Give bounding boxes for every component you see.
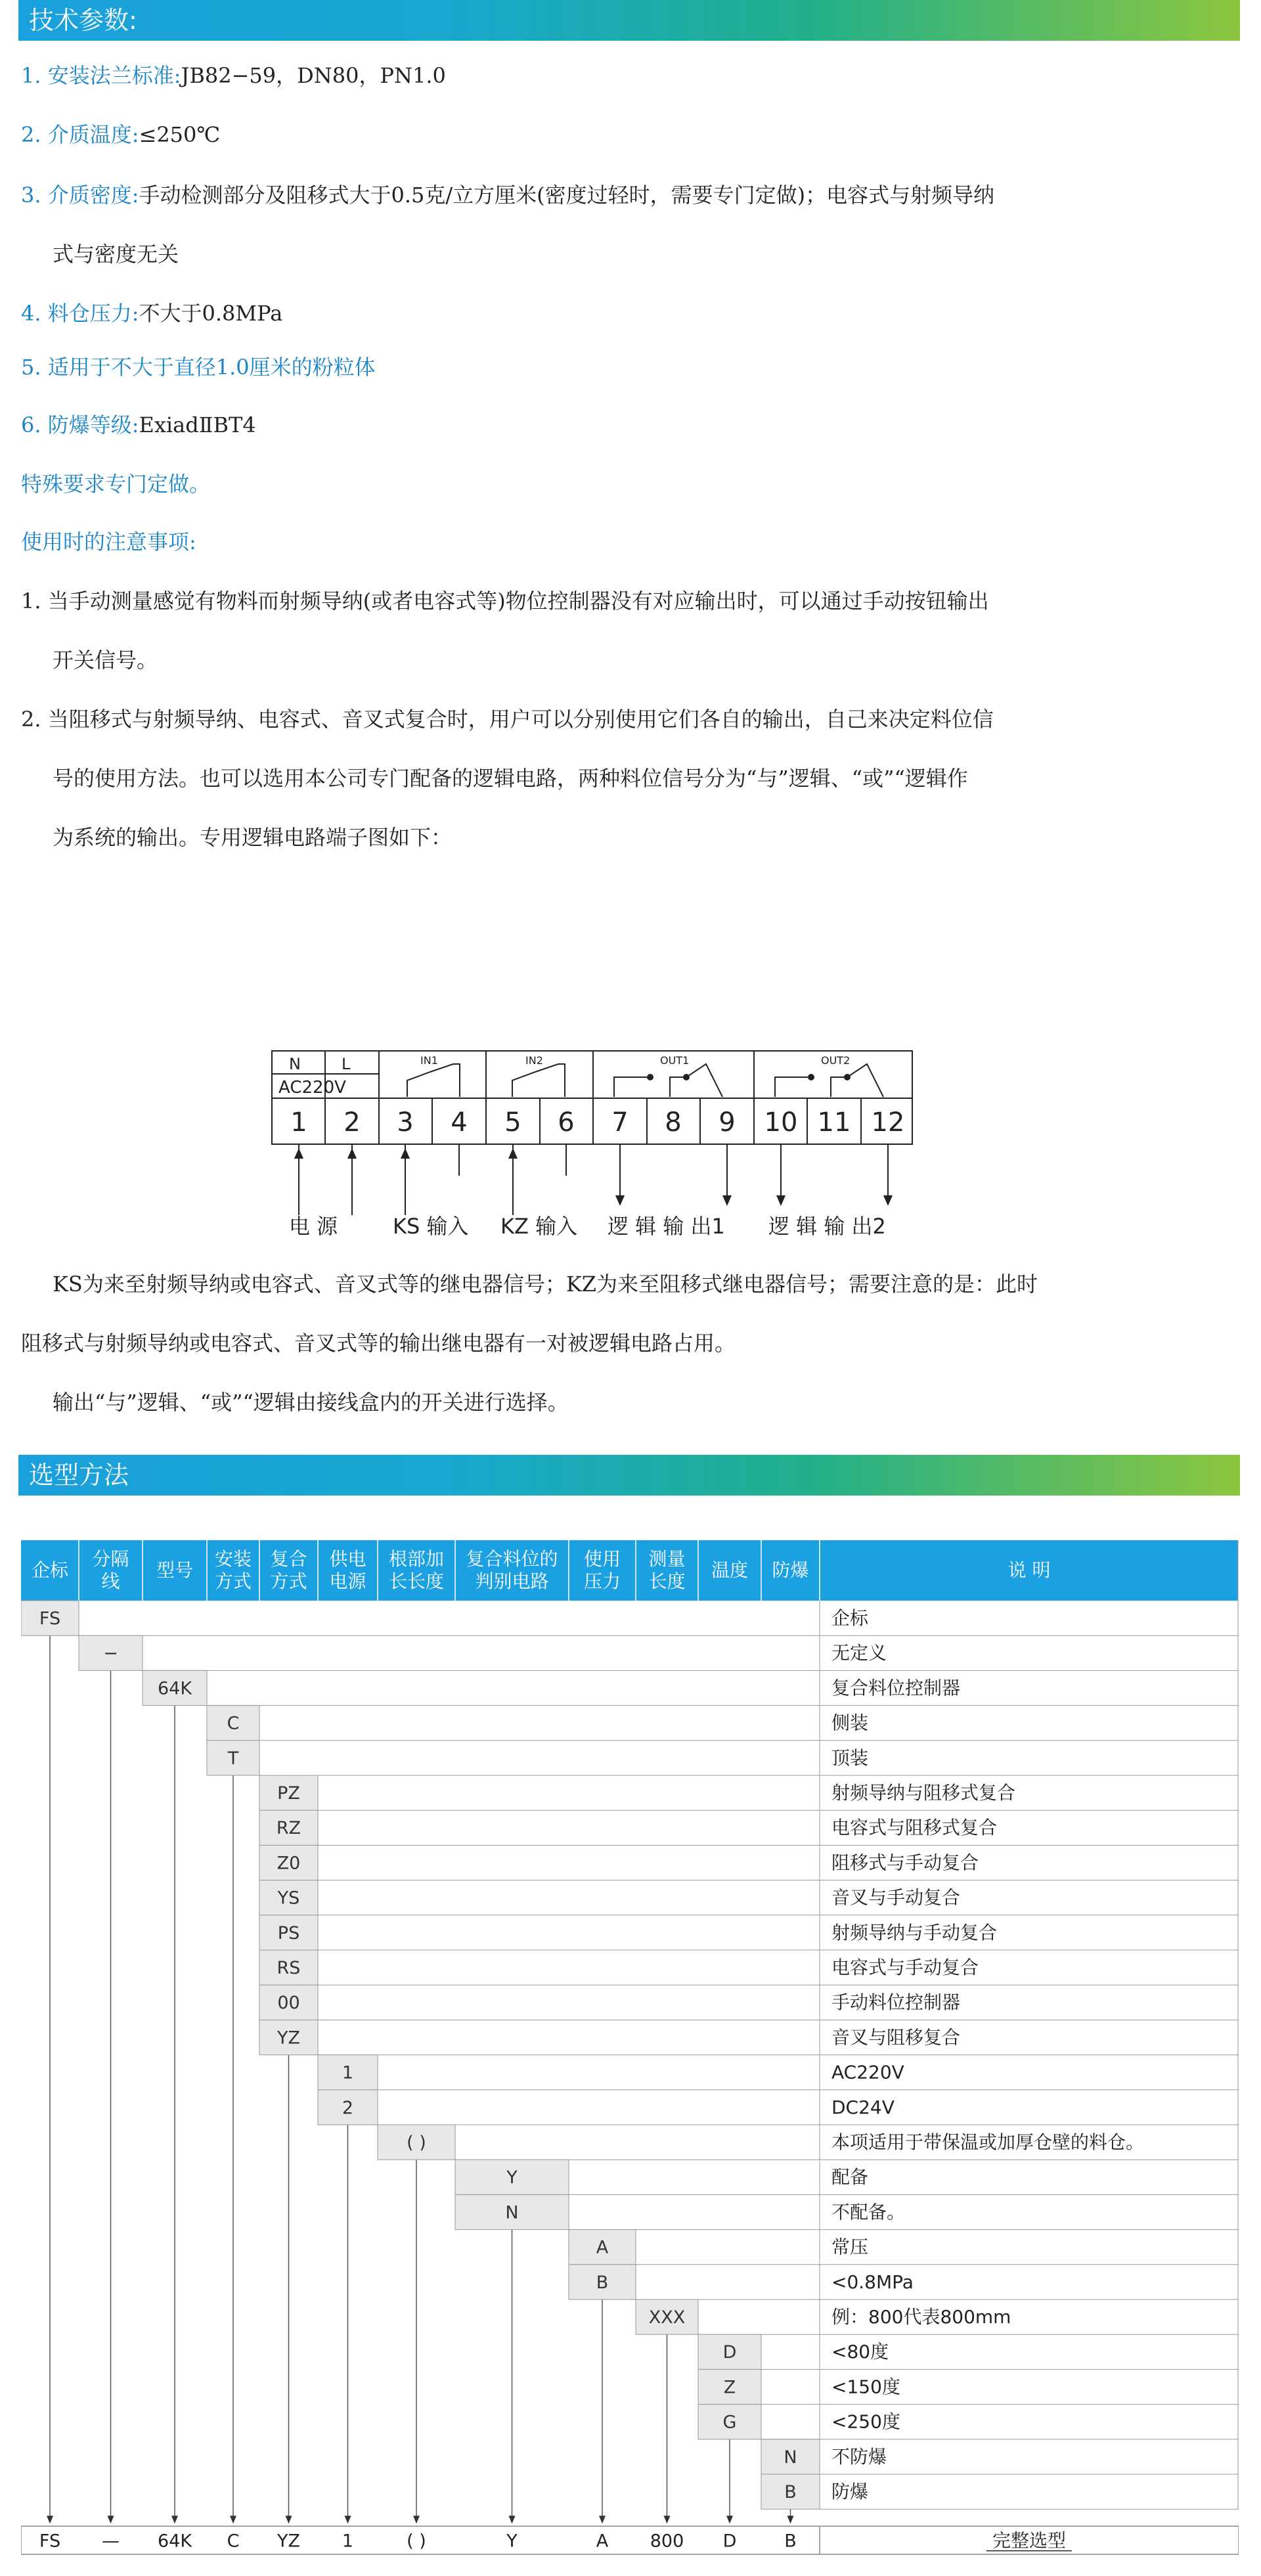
diagram-out2: OUT2 xyxy=(821,1054,851,1067)
code-value: B xyxy=(784,2482,797,2502)
example-value: D xyxy=(722,2531,737,2552)
connector-arrow xyxy=(413,2516,420,2523)
table-header-cell: 复合料位的 xyxy=(466,1548,558,1570)
description-value: DC24V xyxy=(831,2096,895,2118)
diagram-power: AC220V xyxy=(278,1078,346,1098)
table-header-cell: 判别电路 xyxy=(475,1570,549,1592)
description-value: 无定义 xyxy=(831,1642,887,1664)
table-header-cell: 方式 xyxy=(270,1570,307,1592)
code-value: YS xyxy=(277,1888,300,1909)
code-value: − xyxy=(103,1643,118,1664)
diagram-l: L xyxy=(342,1055,351,1073)
description-value: <150度 xyxy=(831,2376,900,2398)
note-line: 2. 当阻移式与射频导纳、电容式、音叉式复合时，用户可以分别使用它们各自的输出，自己来决定料位信 xyxy=(21,707,994,732)
example-label: 完整选型 xyxy=(992,2529,1067,2552)
special-note: 特殊要求专门定做。 xyxy=(21,472,211,497)
param-line-cont: 式与密度无关 xyxy=(53,242,179,267)
code-value: D xyxy=(722,2342,737,2363)
connector-arrow xyxy=(664,2516,671,2523)
terminal-number: 8 xyxy=(665,1107,682,1138)
code-value: T xyxy=(227,1748,239,1769)
connector-arrow xyxy=(108,2516,114,2523)
note-line: 1. 当手动测量感觉有物料而射频导纳(或者电容式等)物位控制器没有对应输出时，可以通过手动按钮输出 xyxy=(21,588,989,613)
description-value: 例：800代表800mm xyxy=(831,2306,1011,2328)
description-value: 侧装 xyxy=(831,1712,869,1734)
param-value: JB82−59，DN80，PN1.0 xyxy=(181,63,446,88)
table-header-cell: 温度 xyxy=(711,1559,749,1581)
table-header-cell: 企标 xyxy=(31,1559,69,1581)
description-value: 防爆 xyxy=(831,2481,869,2502)
connector-arrow xyxy=(47,2516,53,2523)
table-header-cell: 供电 xyxy=(329,1548,366,1570)
diagram-n: N xyxy=(289,1055,301,1073)
example-value: 64K xyxy=(157,2531,192,2552)
param-label: 3. 介质密度: xyxy=(21,183,139,208)
example-value: C xyxy=(227,2531,240,2552)
description-value: 复合料位控制器 xyxy=(831,1677,961,1699)
code-value: 2 xyxy=(342,2097,354,2118)
example-value: ( ) xyxy=(407,2531,426,2552)
section-title: 选型方法 xyxy=(29,1461,129,1490)
description-value: 常压 xyxy=(831,2236,869,2258)
code-value: N xyxy=(784,2447,797,2468)
terminal-number: 3 xyxy=(397,1107,414,1138)
after-note: KS为来至射频导纳或电容式、音叉式等的继电器信号；KZ为来至阻移式继电器信号；需要注意的是：此时 xyxy=(53,1272,1038,1297)
table-header-cell: 压力 xyxy=(583,1570,621,1592)
code-value: G xyxy=(722,2412,737,2433)
note-line: 为系统的输出。专用逻辑电路端子图如下： xyxy=(53,825,453,850)
table-header-cell: 分隔 xyxy=(92,1548,129,1570)
code-value: RZ xyxy=(276,1818,301,1839)
description-value: 配备 xyxy=(831,2166,869,2188)
table-header-cell: 长长度 xyxy=(388,1570,445,1592)
after-note: 输出“与”逻辑、“或”“逻辑由接线盒内的开关进行选择。 xyxy=(53,1390,569,1415)
description-value: <80度 xyxy=(831,2341,889,2363)
section-title: 技术参数: xyxy=(29,6,137,35)
connector-arrow xyxy=(345,2516,351,2523)
param-line: 5. 适用于不大于直径1.0厘米的粉粒体 xyxy=(21,355,376,380)
terminal-number: 12 xyxy=(871,1107,905,1138)
description-value: 电容式与阻移式复合 xyxy=(831,1817,998,1839)
code-value: 64K xyxy=(157,1678,192,1699)
description-value: 阻移式与手动复合 xyxy=(831,1852,979,1874)
param-line xyxy=(21,179,994,209)
terminal-number: 1 xyxy=(290,1107,307,1138)
table-header-cell: 型号 xyxy=(156,1559,194,1581)
code-value: XXX xyxy=(648,2307,686,2328)
example-value: B xyxy=(784,2531,797,2552)
section-banner-tech xyxy=(18,0,1240,41)
param-line xyxy=(21,118,220,148)
terminal-number: 5 xyxy=(504,1107,521,1138)
terminal-number: 10 xyxy=(764,1107,798,1138)
code-value: 00 xyxy=(277,1993,300,2014)
table-header-cell: 方式 xyxy=(214,1570,252,1592)
code-value: Z0 xyxy=(277,1853,301,1874)
example-value: FS xyxy=(39,2531,61,2552)
connector-arrow xyxy=(726,2516,733,2523)
description-value: 手动料位控制器 xyxy=(831,1991,961,2014)
description-value: AC220V xyxy=(831,2061,904,2083)
description-value: <0.8MPa xyxy=(831,2271,914,2293)
example-value: Y xyxy=(506,2531,518,2552)
example-value: YZ xyxy=(277,2531,300,2552)
description-value: 音叉与阻移复合 xyxy=(831,2026,961,2049)
code-value: PS xyxy=(277,1922,300,1943)
code-value: RS xyxy=(277,1958,301,1978)
code-value: PZ xyxy=(277,1783,300,1804)
param-line xyxy=(21,297,282,327)
code-value: B xyxy=(596,2272,609,2293)
code-value: Z xyxy=(723,2377,736,2398)
code-value: 1 xyxy=(342,2062,354,2083)
description-value: 不配备。 xyxy=(831,2201,906,2223)
connector-arrow xyxy=(599,2516,606,2523)
notes-title: 使用时的注意事项: xyxy=(21,529,196,554)
connector-arrow xyxy=(509,2516,516,2523)
label-ks: KS 输入 xyxy=(393,1214,469,1239)
description-value: 射频导纳与手动复合 xyxy=(831,1921,998,1943)
code-value: N xyxy=(505,2202,519,2223)
table-header-bg xyxy=(21,1540,1239,1601)
description-value: 顶装 xyxy=(831,1746,869,1769)
example-value: 800 xyxy=(650,2531,684,2552)
description-value: 本项适用于带保温或加厚仓壁的料仓。 xyxy=(831,2131,1145,2153)
section-banner-selection xyxy=(18,1455,1240,1496)
code-value: Y xyxy=(506,2167,518,2188)
diagram-out1: OUT1 xyxy=(660,1054,690,1067)
connector-arrow xyxy=(286,2516,292,2523)
param-value: 不大于0.8MPa xyxy=(139,301,283,326)
note-line: 开关信号。 xyxy=(53,648,158,673)
table-header-cell: 长度 xyxy=(648,1570,686,1592)
table-header-cell: 根部加 xyxy=(388,1548,445,1570)
param-label: 1. 安装法兰标准: xyxy=(21,63,181,88)
code-value: ( ) xyxy=(407,2133,426,2153)
param-line xyxy=(21,409,256,439)
label-out1: 逻 辑 输 出1 xyxy=(608,1214,725,1239)
param-label: 4. 料仓压力: xyxy=(21,301,139,326)
terminal-number: 6 xyxy=(558,1107,575,1138)
terminal-number: 4 xyxy=(451,1107,468,1138)
connector-arrow xyxy=(171,2516,178,2523)
code-value: YZ xyxy=(277,2028,300,2049)
selection-table xyxy=(21,1540,1239,2556)
table-header-cell: 防爆 xyxy=(772,1559,809,1581)
table-header-cell: 线 xyxy=(101,1570,120,1592)
description-value: 不防爆 xyxy=(831,2445,887,2468)
param-label: 6. 防爆等级: xyxy=(21,412,139,437)
example-value: 1 xyxy=(342,2531,354,2552)
param-line xyxy=(21,59,446,89)
after-note: 阻移式与射频导纳或电容式、音叉式等的输出继电器有一对被逻辑电路占用。 xyxy=(21,1331,736,1356)
table-header-cell: 测量 xyxy=(648,1548,686,1570)
label-kz: KZ 输入 xyxy=(500,1214,578,1239)
code-value: FS xyxy=(39,1609,61,1629)
terminal-diagram xyxy=(0,1025,1261,1248)
table-header-cell: 使用 xyxy=(583,1548,621,1570)
terminal-number: 9 xyxy=(719,1107,736,1138)
description-value: <250度 xyxy=(831,2410,900,2433)
example-value: A xyxy=(596,2531,609,2552)
connector-arrow xyxy=(787,2516,794,2523)
description-value: 音叉与手动复合 xyxy=(831,1886,961,1909)
table-header-cell: 安装 xyxy=(214,1548,252,1570)
param-label: 2. 介质温度: xyxy=(21,122,139,147)
description-value: 射频导纳与阻移式复合 xyxy=(831,1782,1016,1804)
table-header-cell: 说 明 xyxy=(1007,1559,1051,1581)
code-value: C xyxy=(227,1713,240,1734)
example-value: — xyxy=(102,2531,120,2552)
description-value: 电容式与手动复合 xyxy=(831,1957,979,1978)
table-header-cell: 电源 xyxy=(329,1570,366,1592)
selection-table-svg xyxy=(21,1540,1239,2556)
terminal-number: 11 xyxy=(817,1107,851,1138)
param-value: 手动检测部分及阻移式大于0.5克/立方厘米(密度过轻时，需要专门定做)；电容式与射频导纳 xyxy=(139,183,995,208)
terminal-number: 7 xyxy=(611,1107,629,1138)
connector-arrow xyxy=(230,2516,236,2523)
diagram-in2: IN2 xyxy=(525,1054,543,1067)
label-power: 电 源 xyxy=(289,1214,338,1239)
note-line: 号的使用方法。也可以选用本公司专门配备的逻辑电路，两种料位信号分为“与”逻辑、“或”“逻辑作 xyxy=(53,766,968,791)
table-header-cell: 复合 xyxy=(270,1548,307,1570)
param-value: ≤250℃ xyxy=(139,122,221,147)
terminal-number: 2 xyxy=(343,1107,361,1138)
param-value: ExiadⅡBT4 xyxy=(139,412,256,437)
code-value: A xyxy=(596,2237,609,2258)
diagram-in1: IN1 xyxy=(420,1054,438,1067)
description-value: 企标 xyxy=(831,1607,869,1629)
label-out2: 逻 辑 输 出2 xyxy=(768,1214,886,1239)
